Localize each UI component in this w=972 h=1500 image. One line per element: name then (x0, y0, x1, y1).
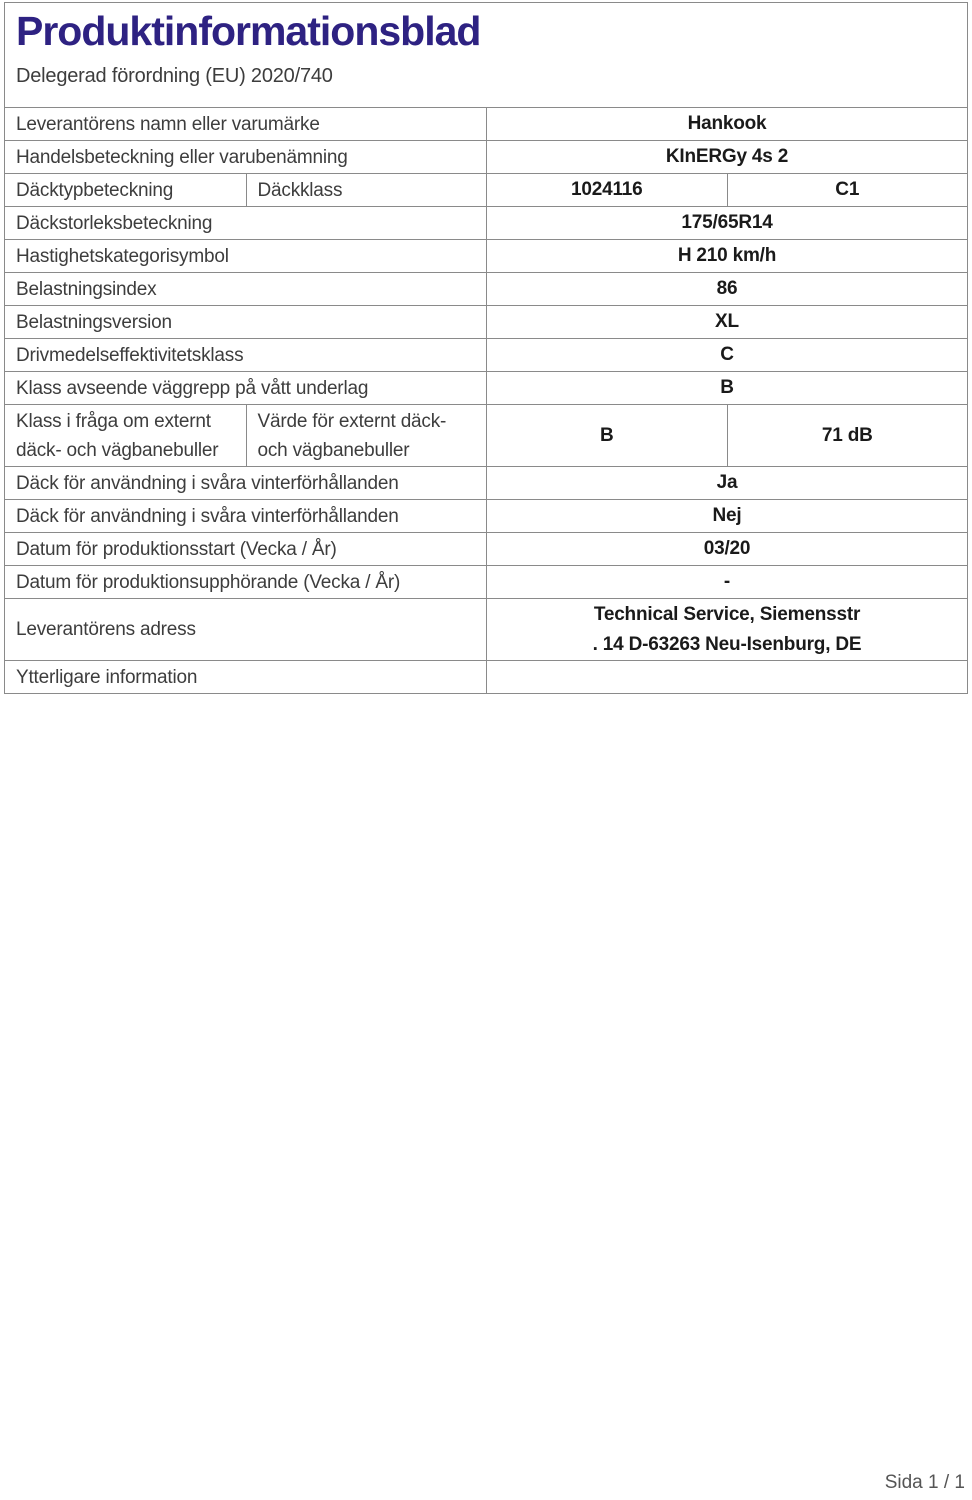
row-label: Däck för användning i svåra vinterförhållanden (16, 472, 399, 494)
row-value: KInERGy 4s 2 (486, 141, 967, 173)
row-label: Klass avseende väggrepp på vått underlag (16, 377, 369, 399)
row-value-2: C1 (727, 174, 968, 206)
row-value: 1024116 (486, 174, 727, 206)
regulation-subtitle: Delegerad förordning (EU) 2020/740 (16, 65, 333, 88)
document-header (5, 3, 967, 107)
row-label: Ytterligare information (16, 666, 198, 688)
table-row-production-start (5, 532, 967, 565)
row-label: Drivmedelseffektivitetsklass (16, 344, 244, 366)
row-value: Ja (486, 467, 967, 499)
table-row-load-version (5, 305, 967, 338)
table-row-additional-info (5, 660, 967, 693)
row-value-2: 71 dB (727, 405, 968, 466)
product-information-sheet (4, 2, 968, 694)
row-label: Hastighetskategorisymbol (16, 245, 229, 267)
table-row-load-index (5, 272, 967, 305)
table-row-wet-grip (5, 371, 967, 404)
table-row-external-noise (5, 404, 967, 466)
row-value (486, 661, 967, 693)
page-number: Sida 1 / 1 (884, 1472, 965, 1493)
row-label: Däckstorleksbeteckning (16, 212, 213, 234)
row-value: B (486, 405, 727, 466)
row-label: Datum för produktionsstart (Vecka / År) (16, 538, 337, 560)
row-label: Klass i fråga om externt däck- och vägbanebuller (16, 410, 219, 461)
table-row-speed-category (5, 239, 967, 272)
row-label: Leverantörens namn eller varumärke (16, 113, 320, 135)
row-label: Handelsbeteckning eller varubenämning (16, 146, 348, 168)
row-label: Datum för produktionsupphörande (Vecka / År) (16, 571, 401, 593)
row-value: Technical Service, Siemensstr . 14 D-63263 Neu-Isenburg, DE (486, 599, 967, 660)
table-row-tyre-size (5, 206, 967, 239)
row-value: Nej (486, 500, 967, 532)
row-value: XL (486, 306, 967, 338)
table-row-supplier-name (5, 107, 967, 140)
row-value: H 210 km/h (486, 240, 967, 272)
row-label-2: Värde för externt däck- och vägbanebuller (246, 405, 487, 466)
row-value: 03/20 (486, 533, 967, 565)
row-label: Belastningsversion (16, 311, 172, 333)
row-label: Leverantörens adress (16, 619, 196, 640)
row-label: Däck för användning i svåra vinterförhållanden (16, 505, 399, 527)
row-value: C (486, 339, 967, 371)
row-value: 86 (486, 273, 967, 305)
table-row-trade-name (5, 140, 967, 173)
row-value: - (486, 566, 967, 598)
row-label-2: Däckklass (246, 174, 487, 206)
row-value: Hankook (486, 108, 967, 140)
row-label: Däcktypbeteckning (16, 179, 174, 201)
row-value: B (486, 372, 967, 404)
table-row-severe-winter-2 (5, 499, 967, 532)
table-row-severe-winter-1 (5, 466, 967, 499)
table-row-supplier-address (5, 598, 967, 660)
table-row-production-end (5, 565, 967, 598)
row-value: 175/65R14 (486, 207, 967, 239)
row-label: Belastningsindex (16, 278, 157, 300)
page-title: Produktinformationsblad (16, 8, 481, 54)
table-row-tyre-type (5, 173, 967, 206)
table-row-fuel-efficiency (5, 338, 967, 371)
